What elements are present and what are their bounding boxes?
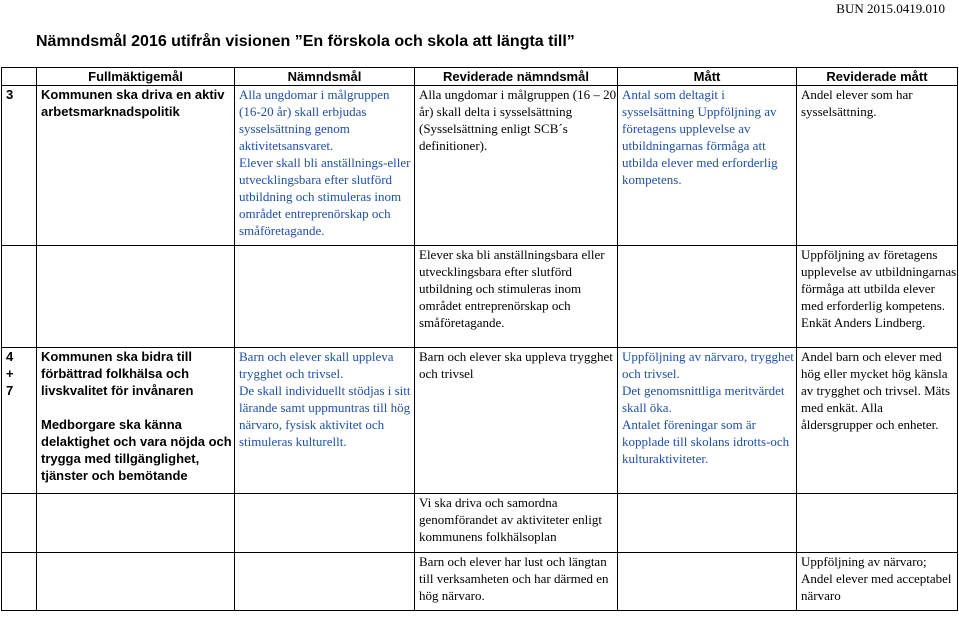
- namndsmal-cell: [235, 348, 415, 494]
- document-reference: BUN 2015.0419.010: [836, 1, 945, 16]
- table-row: [2, 86, 958, 246]
- matt-cell: [618, 246, 797, 348]
- reviderade-matt-cell: [797, 494, 958, 553]
- matt-text: Uppföljning av närvaro, trygghet och trivsel.: [622, 349, 794, 381]
- goal-number: [2, 246, 37, 348]
- namndsmal-cell: [235, 86, 415, 246]
- reviderade-namndsmal-cell: Barn och elever har lust och längtan till verksamheten och har därmed en hög närvaro.: [415, 553, 618, 611]
- goals-table: [1, 67, 958, 611]
- matt-text: Antalet föreningar som är kopplade till skolans idrotts-och kulturaktiviteter.: [622, 417, 790, 466]
- goal-number-top: 4: [6, 349, 14, 364]
- header-matt: Mått: [618, 68, 797, 86]
- namndsmal-text: De skall individuellt stödjas i sitt lärande samt uppmuntras till hög närvaro, fysisk aktivitet och stimuleras kulturellt.: [239, 383, 411, 449]
- namndsmal-text: Barn och elever skall uppleva trygghet och trivsel.: [239, 349, 394, 381]
- fullmaktigemal-cell: [37, 553, 235, 611]
- matt-text: Det genomsnittliga meritvärdet skall öka.: [622, 383, 785, 415]
- page-title: Nämndsmål 2016 utifrån visionen ”En förskola och skola att längta till”: [36, 33, 575, 50]
- reviderade-matt-cell: Andel barn och elever med hög eller mycket hög känsla av trygghet och trivsel. Mäts med enkät. Alla åldersgrupper och enheter.: [797, 348, 958, 494]
- fullmaktigemal-text: Kommunen ska bidra till förbättrad folkhälsa och livskvalitet för invånaren: [41, 349, 194, 398]
- reviderade-matt-cell: Andel elever som har sysselsättning.: [797, 86, 958, 246]
- goal-number: [2, 348, 37, 494]
- goal-number-plus: +: [6, 366, 14, 381]
- matt-cell: Antal som deltagit i sysselsättning Uppföljning av företagens upplevelse av utbildningarnas förmåga att utbilda elever med erforderlig kompetens.: [618, 86, 797, 246]
- fullmaktigemal-cell: [37, 246, 235, 348]
- fullmaktigemal-cell: [37, 348, 235, 494]
- header-namndsmal: Nämndsmål: [235, 68, 415, 86]
- reviderade-namndsmal-cell: Elever ska bli anställningsbara eller utvecklingsbara efter slutförd utbildning och stimuleras inom området entreprenörskap och småföretagande.: [415, 246, 618, 348]
- header-blank: [2, 68, 37, 86]
- reviderade-matt-cell: Uppföljning av närvaro; Andel elever med acceptabel närvaro: [797, 553, 958, 611]
- matt-cell: [618, 553, 797, 611]
- fullmaktigemal-cell: [37, 494, 235, 553]
- table-row: [2, 553, 958, 611]
- namndsmal-cell: [235, 553, 415, 611]
- matt-cell: [618, 494, 797, 553]
- fullmaktigemal-cell: Kommunen ska driva en aktiv arbetsmarknadspolitik: [37, 86, 235, 246]
- reviderade-matt-cell: Uppföljning av företagens upplevelse av utbildningarnas förmåga att utbilda elever med erforderlig kompetens. Enkät Anders Lindberg.: [797, 246, 958, 348]
- matt-cell: [618, 348, 797, 494]
- goal-number: 3: [2, 86, 37, 246]
- table-header-row: [2, 68, 958, 86]
- reviderade-namndsmal-cell: Vi ska driva och samordna genomförandet av aktiviteter enligt kommunens folkhälsoplan: [415, 494, 618, 553]
- header-reviderade-namndsmal: Reviderade nämndsmål: [415, 68, 618, 86]
- reviderade-namndsmal-cell: Barn och elever ska uppleva trygghet och trivsel: [415, 348, 618, 494]
- table-row: [2, 494, 958, 553]
- namndsmal-cell: [235, 494, 415, 553]
- namndsmal-cell: [235, 246, 415, 348]
- fullmaktigemal-text: Medborgare ska känna delaktighet och vara nöjda och trygga med tillgänglighet, tjänster och bemötande: [41, 417, 232, 483]
- goal-number-bottom: 7: [6, 383, 14, 398]
- table-row: [2, 348, 958, 494]
- goal-number: [2, 494, 37, 553]
- table-row: [2, 246, 958, 348]
- header-fullmaktigemal: Fullmäktigemål: [37, 68, 235, 86]
- goal-number: [2, 553, 37, 611]
- namndsmal-text: Elever skall bli anställnings-eller utvecklingsbara efter slutförd utbildning och stimuleras inom området entreprenörskap och småföretagande.: [239, 155, 411, 238]
- reviderade-namndsmal-cell: Alla ungdomar i målgruppen (16 – 20 år) skall delta i sysselsättning (Sysselsättning enligt SCB´s definitioner).: [415, 86, 618, 246]
- header-reviderade-matt: Reviderade mått: [797, 68, 958, 86]
- namndsmal-text: Alla ungdomar i målgruppen (16-20 år) skall erbjudas sysselsättning genom aktivitetsansvaret.: [239, 87, 390, 153]
